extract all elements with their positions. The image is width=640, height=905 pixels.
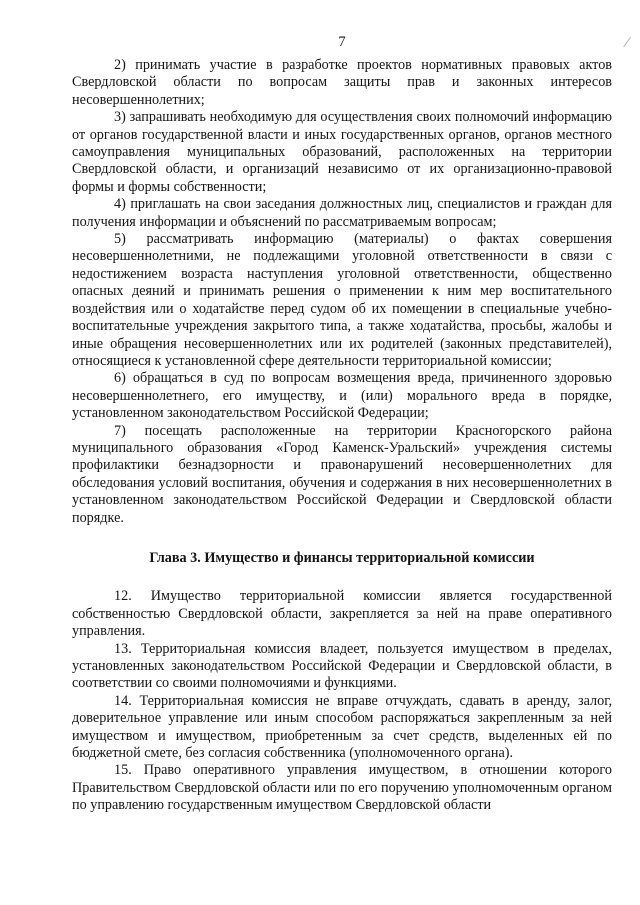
scan-corner-mark bbox=[623, 37, 636, 51]
list-item: 7) посещать расположенные на территории Красногорского района муниципального образования «Город Каменск-Уральский» учреждения системы профилактики безнадзорности и правонарушений несовершеннолетних для обследования условий воспитания, обучения и содержания в них несовершеннолетних в установленном законодательством Российской Федерации и Свердловской области порядке. bbox=[72, 422, 612, 526]
list-item: 3) запрашивать необходимую для осуществления своих полномочий информацию от органов государственной власти и иных государственных органов, органов местного самоуправления муниципальных образований, расположенных на территории Свердловской области, и организаций независимо от их организационно-правовой формы и формы собственности; bbox=[72, 109, 612, 195]
list-item: 2) принимать участие в разработке проектов нормативных правовых актов Свердловской области по вопросам защиты прав и законных интересов несовершеннолетних; bbox=[72, 57, 612, 108]
list-item: 5) рассматривать информацию (материалы) о фактах совершения несовершеннолетними, не подлежащими уголовной ответственности в связи с недостижением возраста наступления уголовной ответственности, общественно опасных деяний и принимать решения о применении к ним мер воспитательного воздействия или о ходатайстве перед судом об их помещении в специальные учебно-воспитательные учреждения закрытого типа, а также ходатайства, просьбы, жалобы и иные обращения несовершеннолетних или их родителей (законных представителей), относящиеся к установленной сфере деятельности территориальной комиссии; bbox=[72, 231, 612, 369]
powers-list bbox=[72, 57, 612, 527]
clause-paragraph: 15. Право оперативного управления имуществом, в отношении которого Правительством Свердловской области или по его поручению уполномоченным органом по управлению государственным имуществом Свердловской области bbox=[72, 762, 612, 814]
property-clauses bbox=[72, 588, 612, 814]
list-item: 6) обращаться в суд по вопросам возмещения вреда, причиненного здоровью несовершеннолетнего, его имуществу, и (или) морального вреда в порядке, установленном законодательством Российской Федерации; bbox=[72, 370, 612, 422]
page-number: 7 bbox=[338, 34, 346, 50]
clause-paragraph: 13. Территориальная комиссия владеет, пользуется имуществом в пределах, установленных законодательством Российской Федерации и Свердловской области, в соответствии со своими полномочиями и функциями. bbox=[72, 640, 612, 692]
document-page bbox=[72, 34, 612, 815]
clause-paragraph: 12. Имущество территориальной комиссии является государственной собственностью Свердловской области, закрепляется за ней на праве оперативного управления. bbox=[72, 588, 612, 640]
chapter-heading: Глава 3. Имущество и финансы территориальной комиссии bbox=[149, 549, 535, 566]
list-item: 4) приглашать на свои заседания должностных лиц, специалистов и граждан для получения информации и объяснений по рассматриваемым вопросам; bbox=[72, 196, 612, 230]
clause-paragraph: 14. Территориальная комиссия не вправе отчуждать, сдавать в аренду, залог, доверительное управление или иным способом распоряжаться закрепленным за ней имуществом и имуществом, приобретенным за счет средств, выделенных ей по бюджетной смете, без согласия собственника (уполномоченного органа). bbox=[72, 692, 612, 762]
